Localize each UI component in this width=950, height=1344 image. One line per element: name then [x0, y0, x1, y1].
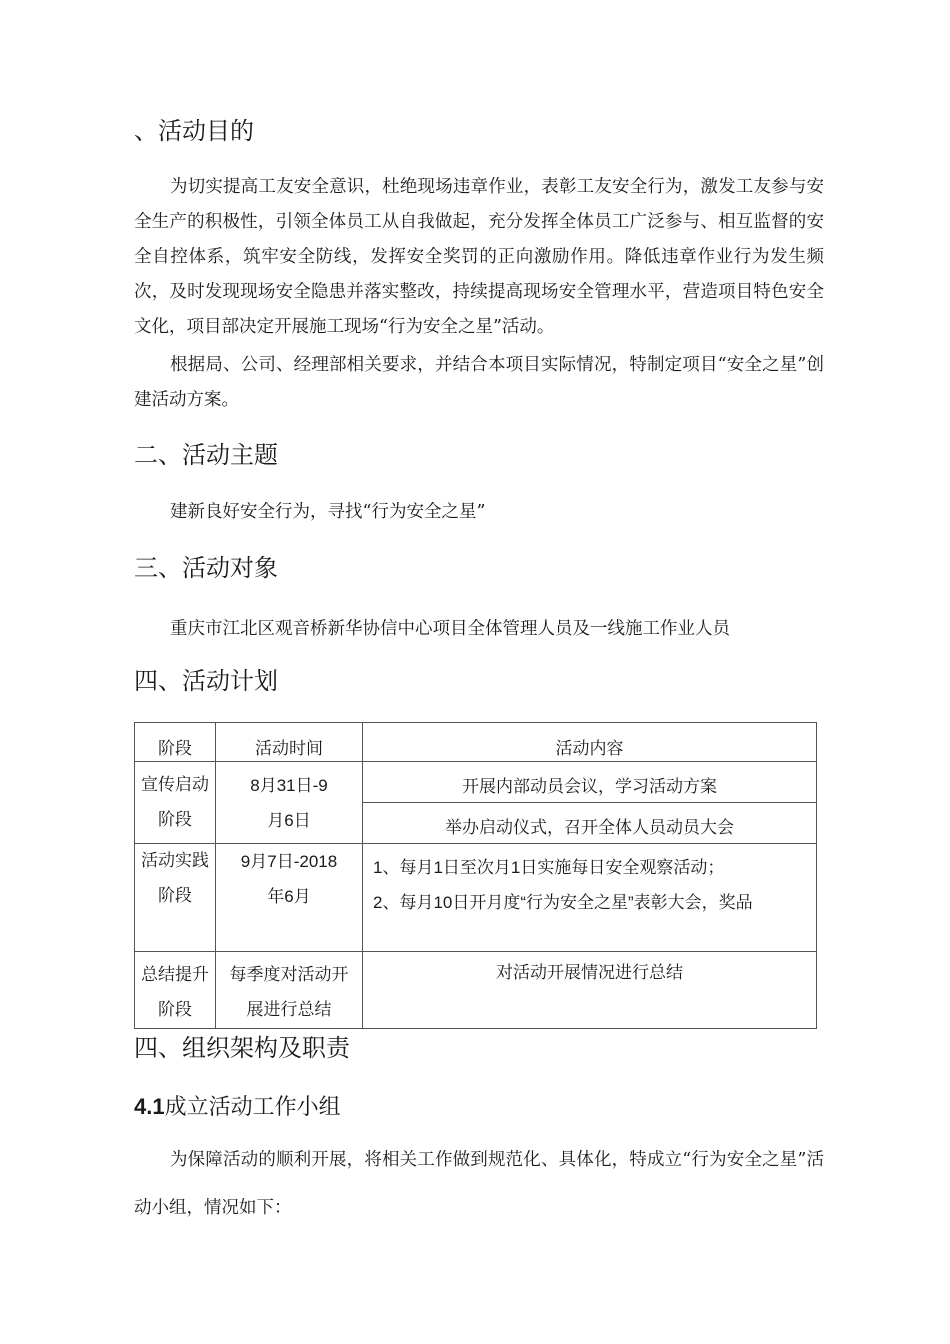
content-cell: 对活动开展情况进行总结: [363, 952, 817, 1029]
target-text: 重庆市江北区观音桥新华协信中心项目全体管理人员及一线施工作业人员: [170, 619, 730, 639]
heading-target: 三、活动对象: [134, 554, 278, 582]
stage-cell: 总结提升阶段: [135, 952, 216, 1029]
header-time: 活动时间: [216, 723, 363, 762]
stage-cell: 宣传启动阶段: [135, 762, 216, 844]
heading-organization: 四、组织架构及职责: [134, 1034, 350, 1062]
content-cell: 1、每月1日至次月1日实施每日安全观察活动； 2、每月10日开月度“行为安全之星”表彰大会，奖品: [363, 844, 817, 952]
content-cell: 开展内部动员会议，学习活动方案: [363, 762, 817, 803]
table-row: [135, 952, 817, 1029]
header-content: 活动内容: [363, 723, 817, 762]
time-cell: 8月31日-9月6日: [216, 762, 363, 844]
table-row: [135, 844, 817, 952]
purpose-paragraph-2: 根据局、公司、经理部相关要求，并结合本项目实际情况，特制定项目“安全之星”创建活动方案。: [134, 355, 824, 410]
activity-plan-table: [134, 722, 817, 1029]
subheading-work-group: [134, 1092, 341, 1123]
time-cell: 每季度对活动开展进行总结: [216, 952, 363, 1029]
content-cell: 举办启动仪式，召开全体人员动员大会: [363, 803, 817, 844]
heading-purpose: 、活动目的: [134, 117, 254, 145]
subheading-title: 成立活动工作小组: [164, 1095, 341, 1120]
organization-paragraph: 为保障活动的顺利开展，将相关工作做到规范化、具体化，特成立“行为安全之星”活动小组，情况如下：: [134, 1150, 824, 1218]
heading-theme: 二、活动主题: [134, 441, 278, 469]
table-header-row: [135, 723, 817, 762]
subheading-number: 4.1: [134, 1094, 165, 1119]
purpose-paragraph-1: 为切实提高工友安全意识，杜绝现场违章作业，表彰工友安全行为，激发工友参与安全生产的积极性，引领全体员工从自我做起，充分发挥全体员工广泛参与、相互监督的安全自控体系，筑牢安全防线，发挥安全奖罚的正向激励作用。降低违章作业行为发生频次，及时发现现场安全隐患并落实整改，持续提高现场安全管理水平，营造项目特色安全文化，项目部决定开展施工现场“行为安全之星”活动。: [134, 177, 824, 337]
theme-text: 建新良好安全行为，寻找“行为安全之星”: [170, 502, 486, 522]
heading-plan: 四、活动计划: [134, 667, 278, 695]
header-stage: 阶段: [135, 723, 216, 762]
table-row: [135, 762, 817, 803]
time-cell: 9月7日-2018年6月: [216, 844, 363, 952]
stage-cell: 活动实践阶段: [135, 844, 216, 952]
